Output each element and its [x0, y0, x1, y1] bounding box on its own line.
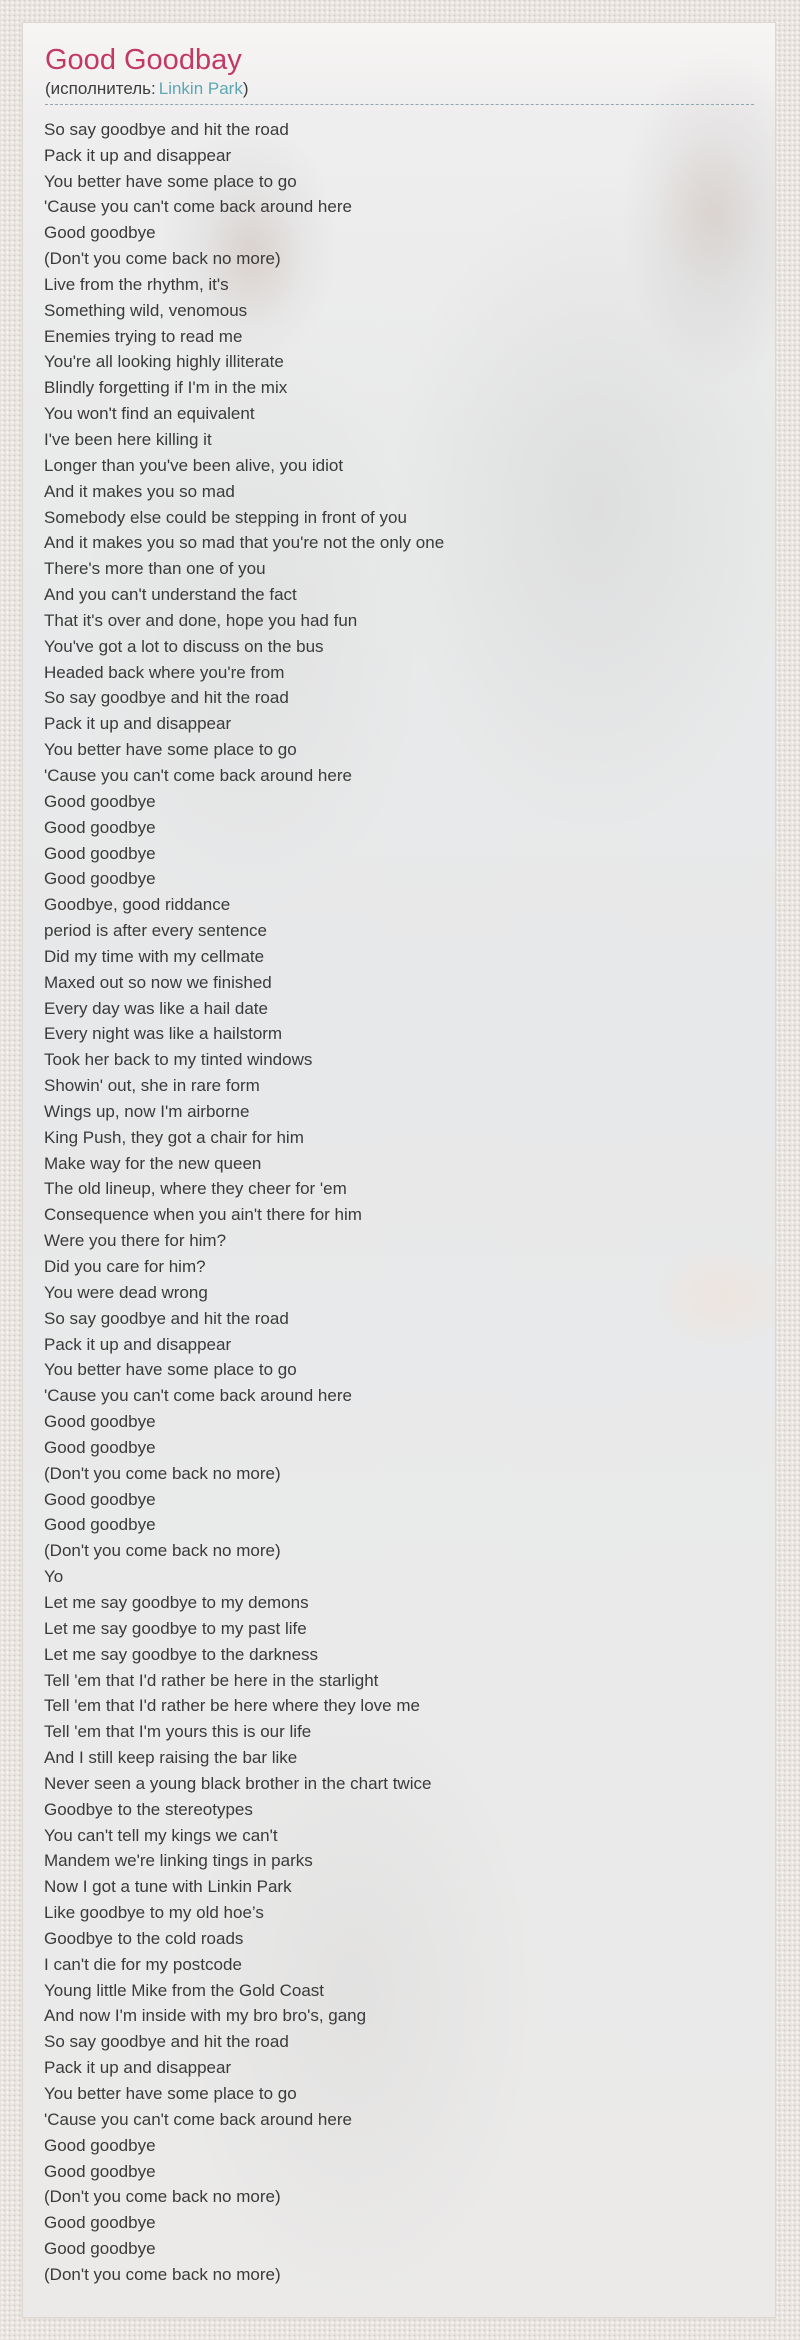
lyric-line: Somebody else could be stepping in front of you [44, 507, 407, 527]
lyric-line: Pack it up and disappear [44, 145, 232, 165]
lyric-line: Were you there for him? [44, 1231, 227, 1251]
lyric-line: 'Cause you can't come back around here [44, 197, 352, 217]
lyric-line: You won't find an equivalent [44, 404, 255, 424]
lyric-line: You better have some place to go [44, 1360, 297, 1380]
lyric-line: You can't tell my kings we can't [44, 1825, 278, 1845]
lyrics-text [44, 117, 754, 2318]
lyric-line: Let me say goodbye to my past life [44, 1618, 307, 1638]
lyric-line: Good goodbye [44, 223, 156, 243]
lyric-line: And it makes you so mad that you're not the only one [44, 533, 445, 553]
lyric-line: 'Cause you can't come back around here [44, 1386, 352, 1406]
lyric-line: And it makes you so mad [44, 481, 235, 501]
lyric-line: Every night was like a hailstorm [44, 1024, 283, 1044]
lyric-line: You better have some place to go [44, 2084, 297, 2104]
lyric-line: And I still keep raising the bar like [44, 1748, 298, 1768]
lyric-line: Every day was like a hail date [44, 998, 268, 1018]
artist-label: (исполнитель: [45, 78, 156, 98]
lyric-line: Consequence when you ain't there for him [44, 1205, 362, 1225]
lyric-line: Tell 'em that I'd rather be here in the starlight [44, 1670, 379, 1690]
lyric-line: Headed back where you're from [44, 662, 285, 682]
lyric-line: Pack it up and disappear [44, 1334, 232, 1354]
lyric-line: Good goodbye [44, 2213, 156, 2233]
lyrics-card [22, 22, 776, 2318]
lyric-line: So say goodbye and hit the road [44, 2032, 289, 2052]
lyric-line: Goodbye to the cold roads [44, 1928, 244, 1948]
lyric-line: Pack it up and disappear [44, 714, 232, 734]
lyric-line: Good goodbye [44, 2239, 156, 2259]
lyric-line: Wings up, now I'm airborne [44, 1101, 250, 1121]
lyric-line: Good goodbye [44, 2161, 156, 2181]
lyric-line: The old lineup, where they cheer for 'em [44, 1179, 347, 1199]
lyric-line: Let me say goodbye to the darkness [44, 1644, 319, 1664]
lyric-line: Longer than you've been alive, you idiot [44, 455, 344, 475]
lyric-line: Never seen a young black brother in the chart twice [44, 1773, 432, 1793]
lyric-line: Good goodbye [44, 1515, 156, 1535]
lyric-line: Good goodbye [44, 869, 156, 889]
lyric-line: There's more than one of you [44, 559, 266, 579]
lyric-line: (Don't you come back no more) [44, 2264, 281, 2284]
lyric-line: And now I'm inside with my bro bro's, gang [44, 2006, 367, 2026]
lyric-line: So say goodbye and hit the road [44, 119, 289, 139]
lyric-line: Tell 'em that I'm yours this is our life [44, 1722, 312, 1742]
lyric-line: Good goodbye [44, 843, 156, 863]
lyric-line: King Push, they got a chair for him [44, 1127, 304, 1147]
lyric-line: 'Cause you can't come back around here [44, 2109, 352, 2129]
lyric-line: Something wild, venomous [44, 300, 248, 320]
lyric-line: Took her back to my tinted windows [44, 1050, 313, 1070]
lyric-line: Make way for the new queen [44, 1153, 262, 1173]
lyric-line: Like goodbye to my old hoe’s [44, 1903, 264, 1923]
lyric-line: Enemies trying to read me [44, 326, 243, 346]
lyric-line: Good goodbye [44, 2135, 156, 2155]
lyric-line: And you can't understand the fact [44, 585, 297, 605]
lyric-line: I've been here killing it [44, 430, 212, 450]
lyric-line: You better have some place to go [44, 740, 297, 760]
lyric-line: (Don't you come back no more) [44, 1541, 281, 1561]
lyrics-content [23, 23, 775, 2318]
lyric-line: Yo [44, 1567, 64, 1587]
lyric-line: (Don't you come back no more) [44, 249, 281, 269]
artist-link[interactable]: Linkin Park [158, 78, 243, 98]
lyric-line: Let me say goodbye to my demons [44, 1592, 309, 1612]
lyric-line: Showin' out, she in rare form [44, 1076, 260, 1096]
lyric-line: Good goodbye [44, 1489, 156, 1509]
lyric-line: 'Cause you can't come back around here [44, 765, 352, 785]
lyric-line: You were dead wrong [44, 1282, 208, 1302]
lyric-line: I can't die for my postcode [44, 1954, 242, 1974]
lyric-line: (Don't you come back no more) [44, 2187, 281, 2207]
lyric-line: You've got a lot to discuss on the bus [44, 636, 324, 656]
lyric-line: You're all looking highly illiterate [44, 352, 284, 372]
lyric-line: Blindly forgetting if I'm in the mix [44, 378, 288, 398]
artist-line [45, 79, 754, 105]
lyric-line: Goodbye, good riddance [44, 895, 231, 915]
lyric-line: Live from the rhythm, it's [44, 274, 229, 294]
lyric-line: So say goodbye and hit the road [44, 1308, 289, 1328]
lyric-line: Did my time with my cellmate [44, 946, 265, 966]
lyric-line: Mandem we're linking tings in parks [44, 1851, 313, 1871]
lyric-line: Good goodbye [44, 1412, 156, 1432]
lyric-line: Tell 'em that I'd rather be here where they love me [44, 1696, 420, 1716]
lyric-line: That it's over and done, hope you had fun [44, 610, 358, 630]
lyric-line: Did you care for him? [44, 1257, 206, 1277]
lyric-line: Young little Mike from the Gold Coast [44, 1980, 325, 2000]
lyric-line: (Don't you come back no more) [44, 1463, 281, 1483]
lyric-line: Maxed out so now we finished [44, 972, 272, 992]
lyric-line: Pack it up and disappear [44, 2058, 232, 2078]
song-title: Good Goodbay [45, 44, 242, 76]
artist-suffix: ) [242, 78, 249, 98]
lyric-line: Goodbye to the stereotypes [44, 1799, 253, 1819]
lyric-line: Good goodbye [44, 1437, 156, 1457]
lyric-line: You better have some place to go [44, 171, 297, 191]
lyric-line: Now I got a tune with Linkin Park [44, 1877, 292, 1897]
lyric-line: period is after every sentence [44, 921, 268, 941]
lyric-line: So say goodbye and hit the road [44, 688, 289, 708]
lyric-line: Good goodbye [44, 791, 156, 811]
lyric-line: Good goodbye [44, 817, 156, 837]
